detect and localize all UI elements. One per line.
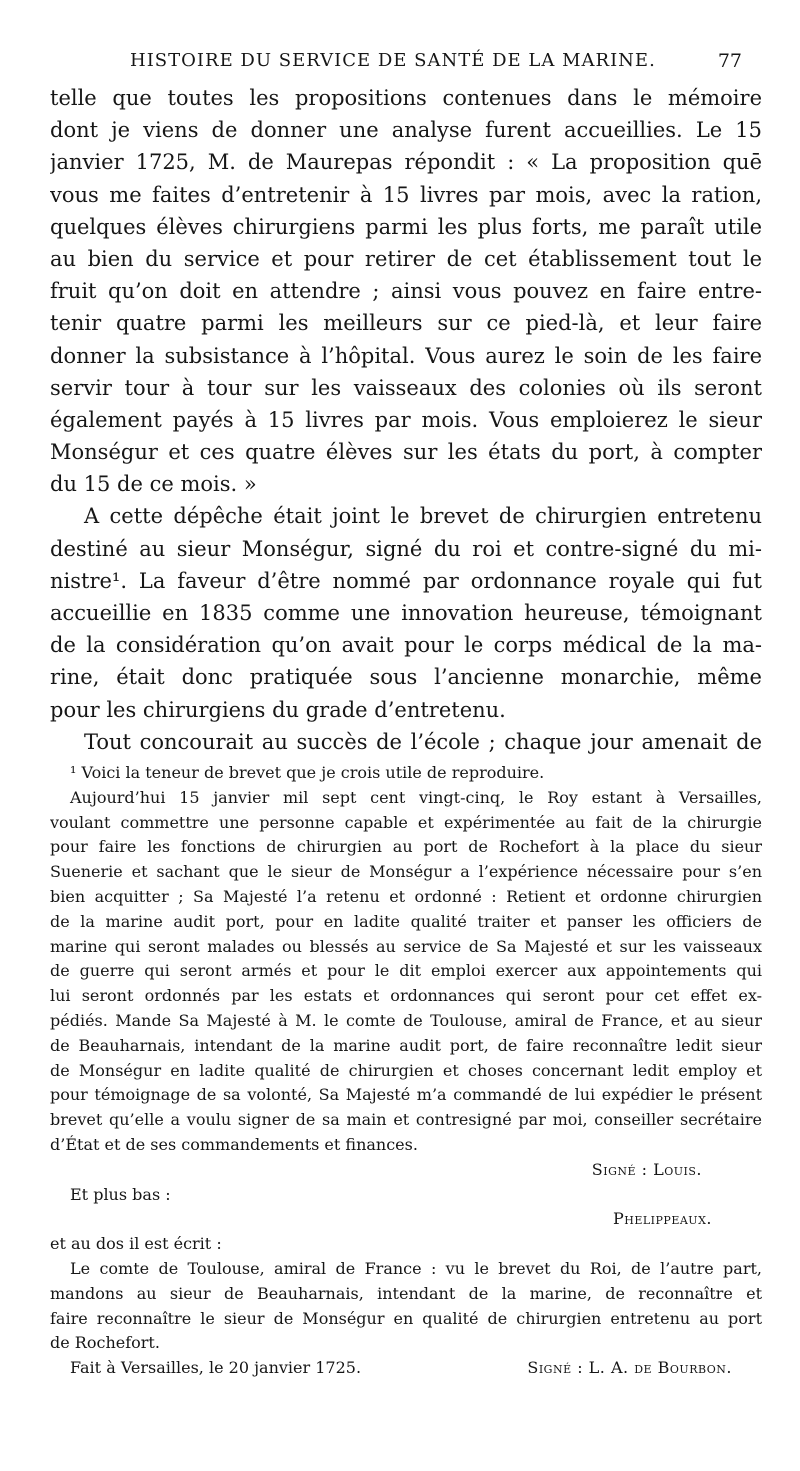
text-line: Monségur et ces quatre élèves sur les états du port, à compter (50, 440, 762, 465)
dos-line: faire reconnaître le sieur de Monségur en qualité de chirurgien entretenu au port (50, 1308, 762, 1328)
text-line: de la considération qu’on avait pour le corps médical de la ma- (50, 633, 762, 658)
au-dos-line: et au dos il est écrit : (50, 1234, 222, 1254)
dos-line: Le comte de Toulouse, amiral de France : vu le brevet du Roi, de l’autre part, (70, 1258, 762, 1278)
text-line: quelques élèves chirurgiens parmi les plus forts, me paraît utile (50, 214, 762, 239)
paragraph-start: A cette dépêche était joint le brevet de chirurgien entretenu (84, 504, 762, 529)
footnote-line: brevet qu’elle a voulu signer de sa main et contresigné par moi, conseiller secrétaire (50, 1110, 762, 1130)
footnote-line: de la marine audit port, pour en ladite qualité traiter et panser les officiers de (50, 911, 762, 931)
footnote-line: bien acquitter ; Sa Majesté l’a retenu et ordonné : Retient et ordonne chirurgien (50, 886, 762, 906)
running-title: HISTOIRE DU SERVICE DE SANTÉ DE LA MARINE. (130, 50, 656, 71)
footnote-line: voulant commettre une personne capable et expérimentée au fait de la chirurgie (50, 812, 762, 832)
footnote-line: pour témoignage de sa volonté, Sa Majesté m’a commandé de lui expédier le présent (50, 1085, 762, 1105)
footnote-line: de Monségur en ladite qualité de chirurgien et choses concernant ledit employ et (50, 1060, 762, 1080)
paragraph-start: Tout concourait au succès de l’école ; chaque jour amenait de (84, 729, 762, 754)
footnote-line: pour faire les fonctions de chirurgien au port de Rochefort à la place du sieur (50, 837, 762, 857)
footnote-line: marine qui seront malades ou blessés au service de Sa Majesté et sur les vaisseaux (50, 936, 762, 956)
text-line: rine, était donc pratiquée sous l’ancienne monarchie, même (50, 665, 762, 690)
footnote (50, 761, 762, 1381)
footnote-line: d’État et de ses commandements et finances. (50, 1134, 418, 1154)
footnote-line: Suenerie et sachant que le sieur de Monségur a l’expérience nécessaire pour s’en (50, 862, 762, 882)
text-line: fruit qu’on doit en attendre ; ainsi vous pouvez en faire entre- (50, 279, 762, 304)
main-text (50, 82, 762, 758)
page-number: 77 (717, 50, 742, 72)
text-line: donner la subsistance à l’hôpital. Vous aurez le soin de les faire (50, 343, 762, 368)
closing-line (50, 1356, 762, 1381)
text-line: pour les chirurgiens du grade d’entretenu. (50, 697, 506, 722)
footnote-line: ¹ Voici la teneur de brevet que je crois utile de reproduire. (70, 763, 545, 782)
text-line: destiné au sieur Monségur, signé du roi et contre-signé du mi- (50, 536, 762, 561)
text-line: accueillie en 1835 comme une innovation heureuse, témoignant (50, 601, 762, 625)
text-line: tenir quatre parmi les meilleurs sur ce pied-là, et leur faire (50, 311, 762, 336)
page-header (130, 50, 742, 80)
text-line: également payés à 15 livres par mois. Vous emploierez le sieur (50, 407, 762, 432)
footnote-line: de Beauharnais, intendant de la marine audit port, de faire reconnaître ledit sieur (50, 1035, 762, 1055)
signature-louis: Signé : Louis. (591, 1159, 702, 1179)
text-line: dont je viens de donner une analyse furent accueillies. Le 15 (50, 118, 762, 143)
text-line: nistre¹. La faveur d’être nommé par ordonnance royale qui fut (50, 568, 762, 593)
footnote-line: lui seront ordonnés par les estats et ordonnances qui seront pour cet effet ex- (50, 986, 762, 1006)
text-line: telle que toutes les propositions contenues dans le mémoire (50, 86, 762, 110)
et-plus-bas: Et plus bas : (70, 1184, 171, 1204)
dated-line: Fait à Versailles, le 20 janvier 1725. (70, 1358, 362, 1378)
text-line: du 15 de ce mois. » (50, 472, 257, 497)
signature-phelippeaux: Phelippeaux. (612, 1209, 712, 1229)
text-line: au bien du service et pour retirer de cet établissement tout le (50, 246, 762, 271)
dos-line: de Rochefort. (50, 1333, 160, 1353)
signature-bourbon: Signé : L. A. de Bourbon. (527, 1358, 732, 1378)
footnote-line: pédiés. Mande Sa Majesté à M. le comte de Toulouse, amiral de France, et au sieur (50, 1010, 762, 1030)
text-line: vous me faites d’entretenir à 15 livres par mois, avec la ration, (50, 182, 762, 207)
dos-line: mandons au sieur de Beauharnais, intendant de la marine, de reconnaître et (50, 1283, 762, 1303)
text-line: janvier 1725, M. de Maurepas répondit : « La proposition quē (50, 150, 762, 175)
footnote-line: Aujourd’hui 15 janvier mil sept cent vingt-cinq, le Roy estant à Versailles, (70, 787, 762, 807)
footnote-line: de guerre qui seront armés et pour le dit emploi exercer aux appointements qui (50, 961, 762, 981)
text-line: servir tour à tour sur les vaisseaux des colonies où ils seront (50, 375, 762, 400)
